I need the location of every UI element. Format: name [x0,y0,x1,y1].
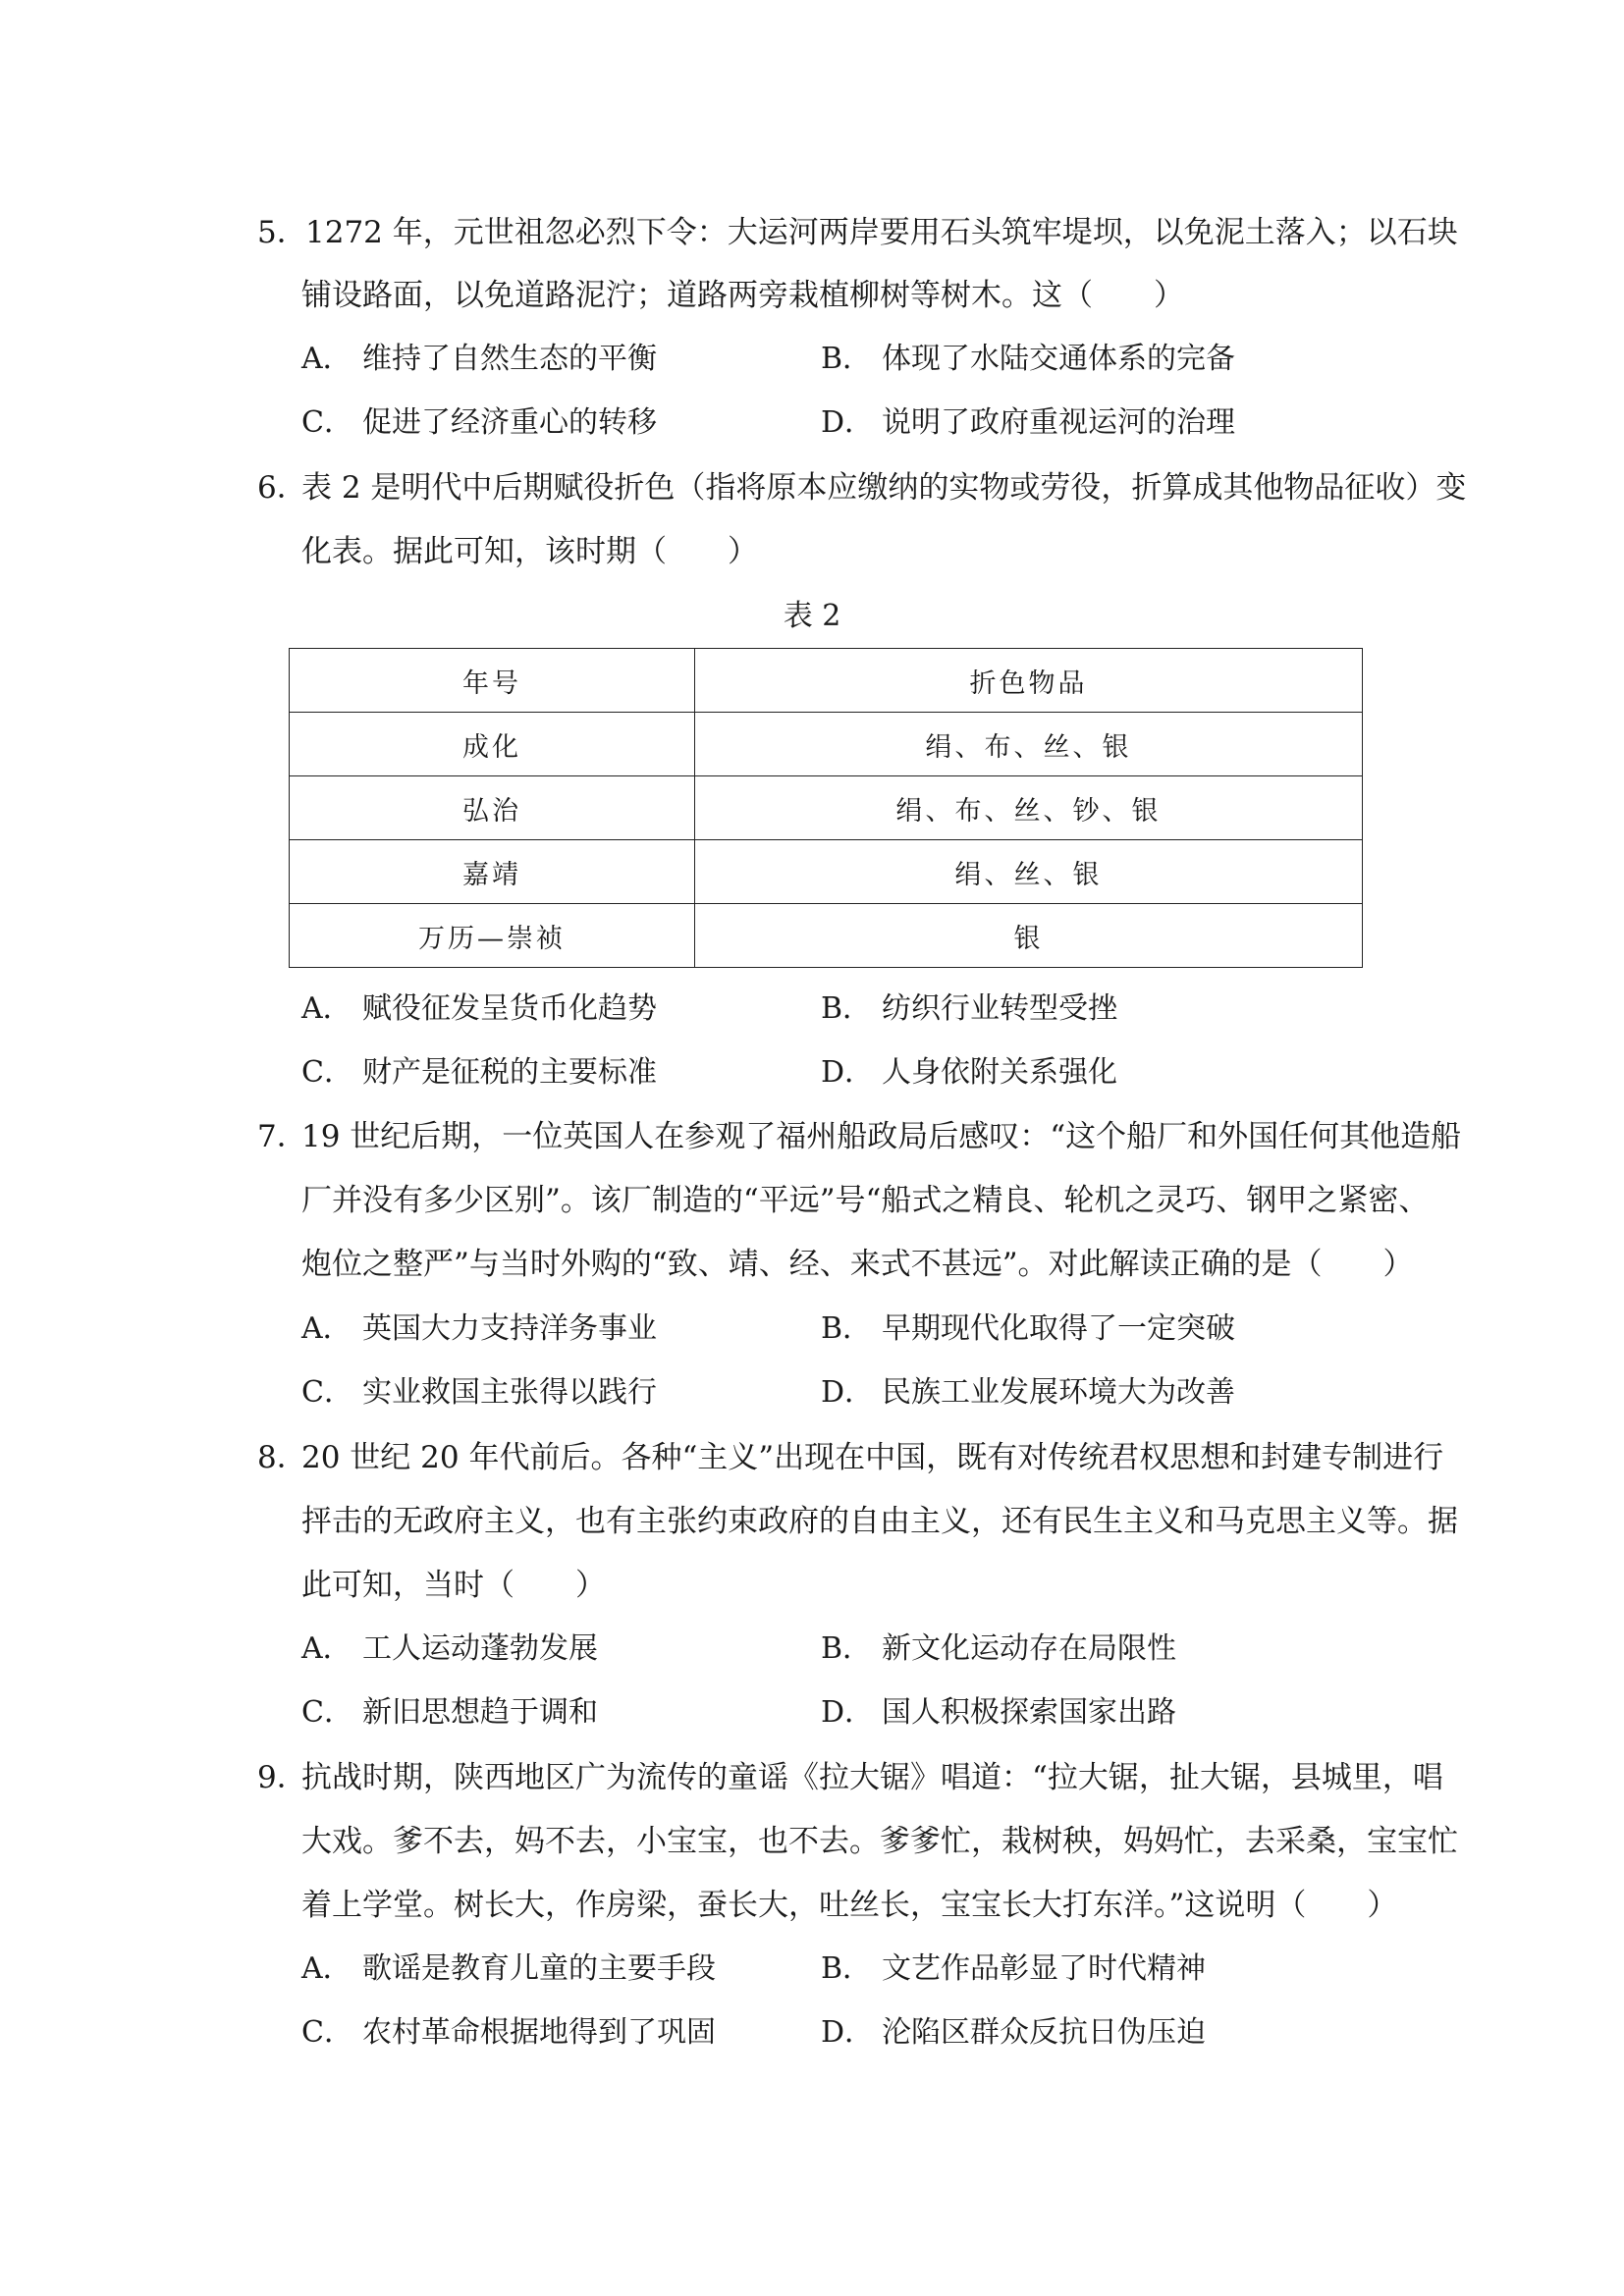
option-text: 英国大力支持洋务事业 [362,1311,657,1346]
table-row [290,713,1363,776]
question-stem-line: 着上学堂。树长大，作房梁，蚕长大，吐丝长，宝宝长大打东洋。”这说明（ ） [301,1888,1398,1923]
question-number: 8． [257,1440,307,1475]
option-d[interactable] [821,403,1235,443]
table-cell: 万历—崇祯 [290,904,695,968]
option-c[interactable] [301,1053,657,1093]
option-c[interactable] [301,1373,657,1413]
option-c[interactable] [301,403,657,443]
table-header-cell: 年号 [290,649,695,713]
option-letter: C． [301,1055,353,1090]
option-text: 说明了政府重视运河的治理 [882,405,1235,440]
option-b[interactable] [821,1309,1235,1349]
option-text: 早期现代化取得了一定突破 [882,1311,1235,1346]
question-stem-line: 抨击的无政府主义，也有主张约束政府的自由主义，还有民生主义和马克思主义等。据 [301,1504,1458,1539]
option-letter: C． [301,405,353,440]
table-cell: 绢、布、丝、钞、银 [695,776,1363,840]
option-a[interactable] [301,1629,598,1669]
option-text: 民族工业发展环境大为改善 [882,1375,1235,1410]
option-c[interactable] [301,1693,598,1733]
option-b[interactable] [821,989,1117,1029]
question-stem-line: 大戏。爹不去，妈不去，小宝宝，也不去。爹爹忙，栽树秧，妈妈忙，去采桑，宝宝忙 [301,1824,1458,1859]
option-text: 国人积极探索国家出路 [882,1695,1176,1730]
option-text: 实业救国主张得以践行 [362,1375,657,1410]
option-letter: C． [301,1695,353,1730]
question-stem-line: 炮位之整严”与当时外购的“致、靖、经、来式不甚远”。对此解读正确的是（ ） [301,1247,1414,1282]
table-cell: 嘉靖 [290,840,695,904]
option-text: 农村革命根据地得到了巩固 [362,2015,716,2050]
table-cell: 绢、丝、银 [695,840,1363,904]
question-stem-line: 1272 年，元世祖忽必烈下令：大运河两岸要用石头筑牢堤坝，以免泥土落入；以石块 [305,215,1458,250]
question-stem-line: 化表。据此可知，该时期（ ） [301,534,758,569]
option-letter: D． [821,2015,875,2050]
option-text: 工人运动蓬勃发展 [362,1631,598,1666]
option-text: 赋役征发呈货币化趋势 [362,991,657,1026]
option-text: 体现了水陆交通体系的完备 [882,342,1235,376]
option-a[interactable] [301,989,657,1029]
question-stem-line: 抗战时期，陕西地区广为流传的童谣《拉大锯》唱道：“拉大锯，扯大锯，县城里，唱 [301,1760,1443,1795]
option-text: 促进了经济重心的转移 [362,405,657,440]
question-stem-line: 厂并没有多少区别”。该厂制造的“平远”号“船式之精良、轮机之灵巧、钢甲之紧密、 [301,1183,1430,1218]
option-text: 维持了自然生态的平衡 [362,342,657,376]
option-letter: B． [821,1631,873,1666]
option-letter: A． [301,342,352,376]
option-text: 文艺作品彰显了时代精神 [882,1951,1206,1986]
table-row [290,840,1363,904]
option-letter: A． [301,1951,352,1986]
option-letter: B． [821,1951,873,1986]
option-text: 沦陷区群众反抗日伪压迫 [882,2015,1206,2050]
option-a[interactable] [301,1949,716,1989]
option-letter: B． [821,991,873,1026]
option-letter: B． [821,1311,873,1346]
table-row [290,904,1363,968]
option-letter: A． [301,991,352,1026]
question-number: 6． [257,470,307,506]
data-table [289,648,1363,968]
question-stem-line: 铺设路面，以免道路泥泞；道路两旁栽植柳树等树木。这（ ） [301,278,1184,313]
question-stem-line: 此可知，当时（ ） [301,1568,606,1603]
question-stem-line: 19 世纪后期，一位英国人在参观了福州船政局后感叹：“这个船厂和外国任何其他造船 [301,1119,1462,1154]
option-letter: A． [301,1311,352,1346]
option-c[interactable] [301,2013,716,2053]
table-cell: 绢、布、丝、银 [695,713,1363,776]
option-d[interactable] [821,1693,1176,1733]
table-cell: 银 [695,904,1363,968]
table-row [290,776,1363,840]
option-text: 人身依附关系强化 [882,1055,1117,1090]
option-b[interactable] [821,1629,1176,1669]
table-header-row [290,649,1363,713]
question-number: 9． [257,1760,307,1795]
table-cell: 弘治 [290,776,695,840]
option-text: 新旧思想趋于调和 [362,1695,598,1730]
option-a[interactable] [301,1309,657,1349]
option-b[interactable] [821,340,1235,379]
table-caption: 表 2 [783,599,841,633]
option-text: 新文化运动存在局限性 [882,1631,1176,1666]
option-letter: D． [821,405,875,440]
option-d[interactable] [821,2013,1206,2053]
table-cell: 成化 [290,713,695,776]
question-number: 5． [257,215,307,250]
option-letter: D． [821,1695,875,1730]
question-stem-line: 表 2 是明代中后期赋役折色（指将原本应缴纳的实物或劳役，折算成其他物品征收）变 [301,470,1467,506]
option-text: 歌谣是教育儿童的主要手段 [362,1951,716,1986]
option-letter: C． [301,1375,353,1410]
option-letter: C． [301,2015,353,2050]
option-letter: A． [301,1631,352,1666]
option-a[interactable] [301,340,657,379]
question-stem-line: 20 世纪 20 年代前后。各种“主义”出现在中国，既有对传统君权思想和封建专制进行 [301,1440,1444,1475]
option-d[interactable] [821,1373,1235,1413]
option-letter: D． [821,1375,875,1410]
option-b[interactable] [821,1949,1206,1989]
table-header-cell: 折色物品 [695,649,1363,713]
option-text: 财产是征税的主要标准 [362,1055,657,1090]
option-letter: B． [821,342,873,376]
option-d[interactable] [821,1053,1117,1093]
option-letter: D． [821,1055,875,1090]
option-text: 纺织行业转型受挫 [882,991,1117,1026]
question-number: 7． [257,1119,307,1154]
